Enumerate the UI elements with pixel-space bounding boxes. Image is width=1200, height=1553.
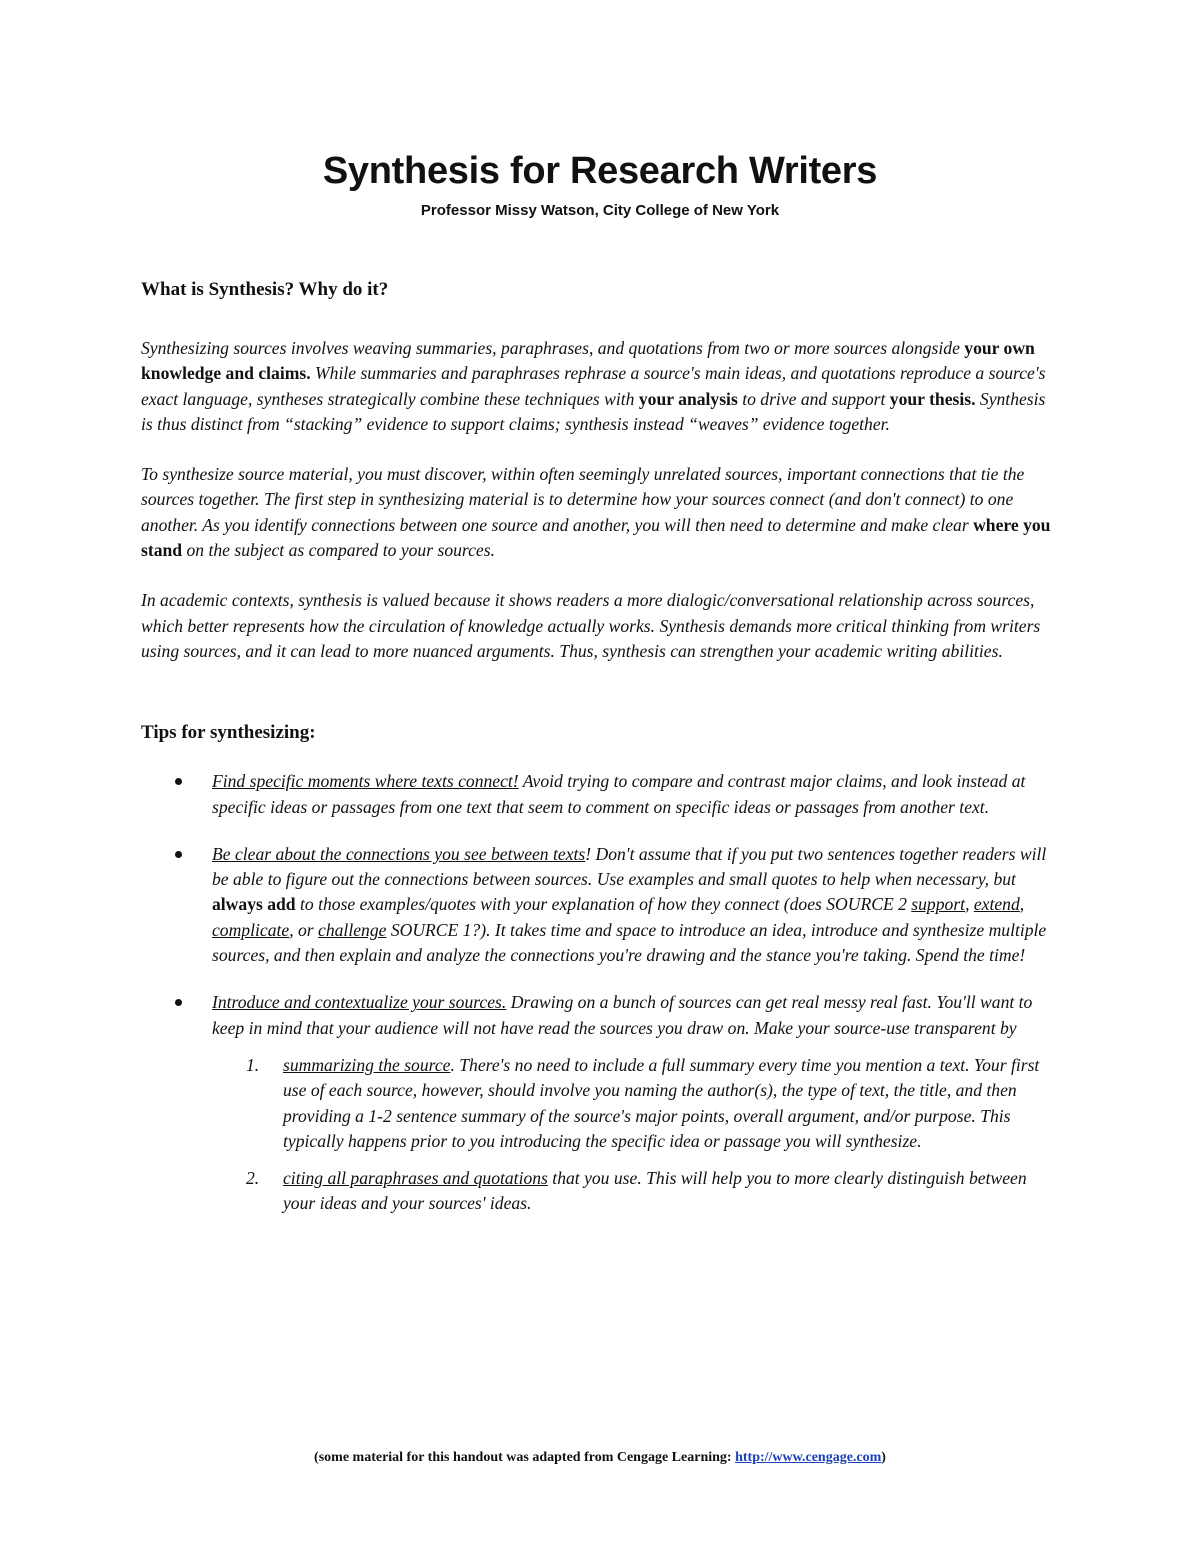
text-run: , [1019, 894, 1025, 915]
list-item [141, 990, 1056, 1216]
text-run: . There's no need to include a full summary every time you mention a text. Your first use of each source, however, should involve you naming the author(s), the type of text, the title, and then providing a 1-2 sentence summary of the source's major points, overall argument, and/or purpose. This typically happens prior to you introducing the specific idea or passage you will synthesize. [283, 1054, 1040, 1151]
text-run: to drive and support [737, 388, 890, 409]
text-run: , or [289, 919, 319, 940]
text-run: to those examples/quotes with your explanation of how they connect (does SOURCE 2 [295, 894, 912, 915]
underlined-run: Find specific moments where texts connect! [212, 771, 519, 792]
bullet-icon [175, 851, 182, 858]
text-run: ! Don't assume that if you put two sentences together readers will be able to figure out the connections between sources. Use examples and small quotes to help when necessary, but [212, 843, 1047, 890]
underlined-run: support [911, 894, 966, 915]
bullet-icon [175, 778, 182, 785]
list-item [141, 842, 1056, 968]
underlined-run: summarizing the source [283, 1054, 451, 1075]
steps-list [212, 1053, 1056, 1217]
step-text [283, 1053, 1056, 1154]
underlined-run: complicate [212, 919, 290, 940]
text-run: SOURCE 1?). It takes time and space to introduce an idea, introduce and synthesize multiple sources, and then explain and analyze the connections you're drawing and the stance you're taking. Spend the time! [212, 919, 1047, 966]
paragraph-how-to-synthesize [141, 462, 1056, 563]
text-run: Synthesizing sources involves weaving summaries, paraphrases, and quotations from two or more sources alongside [141, 338, 965, 358]
paragraph-definition [141, 336, 1056, 437]
document-body [141, 278, 1056, 1239]
text-run: To synthesize source material, you must discover, within often seemingly unrelated sources, important connections that tie the sources together. The first step in synthesizing material is to determine how your sources connect (and don't connect) to one another. As you identify connections between one source and another, you will then need to determine and make clear [141, 464, 1025, 535]
tip-text [212, 990, 1056, 1041]
paragraph-academic-contexts: In academic contexts, synthesis is valued because it shows readers a more dialogic/conversational relationship across sources, which better represents how the circulation of knowledge actually works. Synthesis demands more critical thinking from writers using sources, and it can lead to more nuanced arguments. Thus, synthesis can strengthen your academic writing abilities. [141, 590, 1041, 661]
text-run: While summaries and paraphrases rephrase a source's main ideas, and quotations reproduce a source's exact language, syntheses strategically combine these techniques with [141, 363, 1046, 409]
underlined-run: citing all paraphrases and quotations [283, 1168, 548, 1189]
text-run: Avoid trying to compare and contrast major claims, and look instead at specific ideas or passages from one text that seem to comment on specific ideas or passages from another text. [212, 771, 1026, 817]
text-run: on the subject as compared to your sources. [182, 540, 495, 561]
list-item [141, 769, 1056, 820]
bold-run: where you stand [141, 514, 1051, 561]
bold-run: your analysis [638, 388, 738, 409]
text-run: , [965, 894, 974, 915]
section-heading-tips: Tips for synthesizing: [141, 722, 316, 744]
underlined-run: challenge [318, 919, 387, 940]
footer-paren: ) [881, 1450, 886, 1465]
list-item [212, 1053, 1056, 1154]
tip-text [212, 769, 1056, 820]
text-run: Synthesis is thus distinct from “stacking” evidence to support claims; synthesis instead “weaves” evidence together. [141, 388, 1046, 434]
step-number: 2. [246, 1168, 260, 1189]
footer-paren: ( [314, 1450, 319, 1465]
section-heading-what-is-synthesis: What is Synthesis? Why do it? [141, 279, 389, 300]
tip-text [212, 842, 1056, 968]
text-run: Drawing on a bunch of sources can get real messy real fast. You'll want to keep in mind that your audience will not have read the sources you draw on. Make your source-use transparent by [212, 992, 1033, 1038]
bullet-icon [175, 999, 182, 1006]
bold-run: your thesis. [889, 388, 976, 409]
bold-run: always add [212, 894, 296, 915]
step-text [283, 1166, 1056, 1217]
underlined-run: Be clear about the connections you see between texts [212, 843, 586, 864]
cengage-link[interactable]: http://www.cengage.com [735, 1450, 882, 1465]
footer-note [0, 1450, 1200, 1466]
step-number: 1. [246, 1054, 260, 1075]
bold-run: your own knowledge and claims. [141, 338, 1035, 384]
page-title: Synthesis for Research Writers [322, 150, 878, 192]
footer-text: some material for this handout was adapted from Cengage Learning: [318, 1450, 736, 1465]
page-subtitle: Professor Missy Watson, City College of New York [420, 202, 780, 219]
underlined-run: extend [973, 894, 1020, 915]
text-run: that you use. This will help you to more clearly distinguish between your ideas and your sources' ideas. [283, 1168, 1027, 1214]
list-item [212, 1166, 1056, 1217]
tips-list [141, 769, 1056, 1216]
underlined-run: Introduce and contextualize your sources. [212, 992, 507, 1013]
